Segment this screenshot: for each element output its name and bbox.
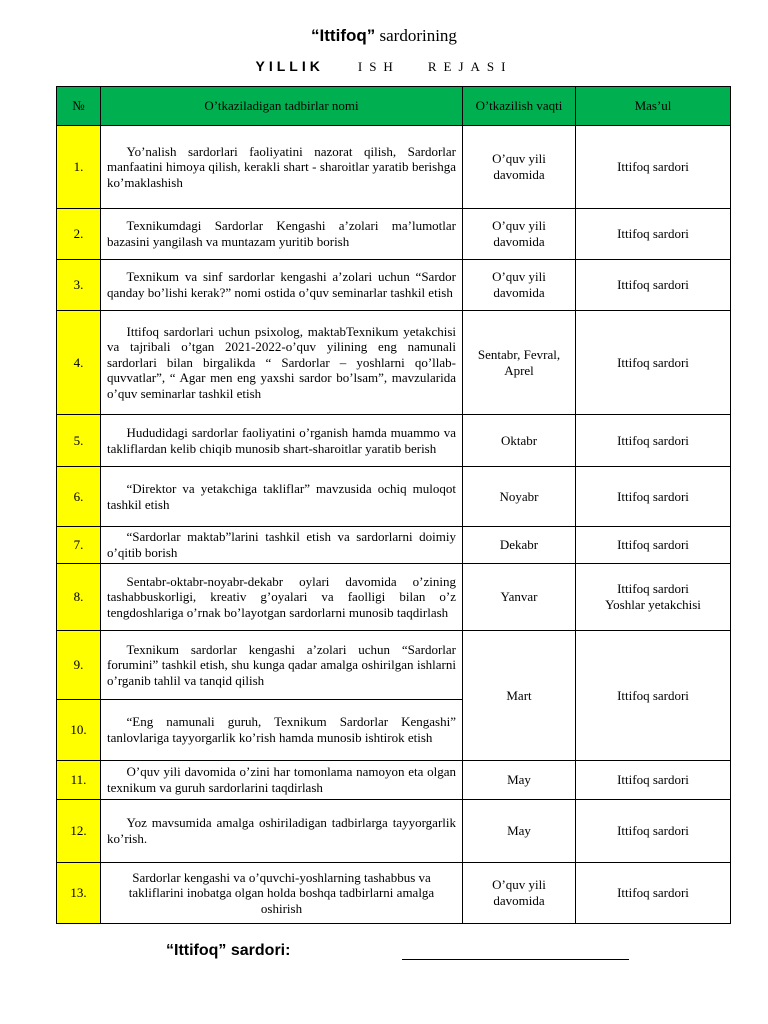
row-number: 7.	[57, 527, 101, 564]
row-number: 2.	[57, 209, 101, 260]
event-description: Ittifoq sardorlari uchun psixolog, maktabTexnikum yetakchisi va tajribali o’tgan 2021-2022-o’quv yilining eng namunali sardorlari bilan birgalikda “ Sardorlar – yoshlarni qo’llab-quvvatlar”, “ Agar men eng yaxshi sardor bo’lsam”, mavzularida o’quv seminarlar tashkil etish	[101, 311, 463, 415]
event-description: Texnikum sardorlar kengashi a’zolari uchun “Sardorlar forumini” tashkil etish, shu kunga qadar amalga oshirilgan ishlarni o’rganib tahlil va tanqid qilish	[101, 631, 463, 700]
subtitle-word-yillik: YILLIK	[255, 58, 324, 74]
table-row	[57, 761, 731, 800]
signature-label: “Ittifoq” sardori:	[166, 942, 291, 959]
table-header-row	[57, 87, 731, 126]
table-row	[57, 631, 731, 700]
row-number: 11.	[57, 761, 101, 800]
document-title	[0, 26, 768, 46]
event-description: Sardorlar kengashi va o’quvchi-yoshlarning tashabbus va takliflarini inobatga olgan holda boshqa tadbirlarni amalga oshirish	[101, 863, 463, 924]
event-responsible: Ittifoq sardori	[576, 209, 731, 260]
event-description: Texnikumdagi Sardorlar Kengashi a’zolari ma’lumotlar bazasini yangilash va muntazam yuritib borish	[101, 209, 463, 260]
event-responsible: Ittifoq sardori	[576, 415, 731, 467]
row-number: 6.	[57, 467, 101, 527]
document-subtitle	[0, 58, 768, 75]
column-header-number: №	[57, 87, 101, 126]
event-responsible: Ittifoq sardori	[576, 761, 731, 800]
event-description: Sentabr-oktabr-noyabr-dekabr oylari davomida o’zining tashabbuskorligi, kreativ g’oyalari va faolligi bilan o’z tengdoshlariga o’rnak bo’layotgan sardorlarni munosib taqdirlash	[101, 564, 463, 631]
table-row	[57, 800, 731, 863]
event-responsible: Ittifoq sardori	[576, 260, 731, 311]
row-number: 13.	[57, 863, 101, 924]
org-name: “Ittifoq”	[311, 26, 376, 45]
table-row	[57, 126, 731, 209]
title-suffix: sardorining	[379, 26, 457, 45]
subtitle-word-ish: ISH	[357, 59, 400, 74]
plan-table	[56, 86, 731, 924]
event-time: Mart	[463, 631, 576, 761]
signature-line	[402, 959, 629, 960]
event-responsible: Ittifoq sardori	[576, 863, 731, 924]
table-row	[57, 564, 731, 631]
event-responsible: Ittifoq sardori	[576, 311, 731, 415]
event-responsible: Ittifoq sardori	[576, 126, 731, 209]
row-number: 8.	[57, 564, 101, 631]
row-number: 5.	[57, 415, 101, 467]
table-row	[57, 311, 731, 415]
event-description: “Eng namunali guruh, Texnikum Sardorlar Kengashi” tanlovlariga tayyorgarlik ko’rish hamda munosib ishtirok etish	[101, 700, 463, 761]
event-time: O’quv yili davomida	[463, 209, 576, 260]
event-responsible: Ittifoq sardori	[576, 467, 731, 527]
row-number: 1.	[57, 126, 101, 209]
event-time: Oktabr	[463, 415, 576, 467]
event-description: Hududidagi sardorlar faoliyatini o’rganish hamda muammo va takliflardan kelib chiqib munosib shart-sharoitlar yaratib berish	[101, 415, 463, 467]
event-time: O’quv yili davomida	[463, 863, 576, 924]
event-time: May	[463, 761, 576, 800]
responsible-line-2: Yoshlar yetakchisi	[605, 597, 701, 612]
event-time: Yanvar	[463, 564, 576, 631]
event-description: Yo’nalish sardorlari faoliyatini nazorat qilish, Sardorlar manfaatini himoya qilish, kerakli shart - sharoitlar yaratib berishga ko’maklashish	[101, 126, 463, 209]
table-row	[57, 863, 731, 924]
row-number: 10.	[57, 700, 101, 761]
table-row	[57, 209, 731, 260]
event-responsible: Ittifoq sardori	[576, 527, 731, 564]
event-responsible: Ittifoq sardori	[576, 631, 731, 761]
event-description: O’quv yili davomida o’zini har tomonlama namoyon eta olgan texnikum va guruh sardorlarini taqdirlash	[101, 761, 463, 800]
event-time: Dekabr	[463, 527, 576, 564]
event-description: Yoz mavsumida amalga oshiriladigan tadbirlarga tayyorgarlik ko’rish.	[101, 800, 463, 863]
column-header-time: O’tkazilish vaqti	[463, 87, 576, 126]
column-header-responsible: Mas’ul	[576, 87, 731, 126]
column-header-event: O’tkaziladigan tadbirlar nomi	[101, 87, 463, 126]
row-number: 3.	[57, 260, 101, 311]
table-row	[57, 467, 731, 527]
table-row	[57, 260, 731, 311]
responsible-line-1: Ittifoq sardori	[617, 581, 689, 597]
event-description: Texnikum va sinf sardorlar kengashi a’zolari uchun “Sardor qanday bo’lishi kerak?” nomi ostida o’quv seminarlar tashkil etish	[101, 260, 463, 311]
event-responsible: Ittifoq sardori	[576, 800, 731, 863]
table-row	[57, 527, 731, 564]
event-time: O’quv yili davomida	[463, 260, 576, 311]
event-time: May	[463, 800, 576, 863]
subtitle-word-rejasi: REJASI	[427, 59, 513, 74]
row-number: 12.	[57, 800, 101, 863]
event-responsible	[576, 564, 731, 631]
event-time: Noyabr	[463, 467, 576, 527]
table-row	[57, 415, 731, 467]
event-time: Sentabr, Fevral, Aprel	[463, 311, 576, 415]
event-time: O’quv yili davomida	[463, 126, 576, 209]
event-description: “Sardorlar maktab”larini tashkil etish va sardorlarni doimiy o’qitib borish	[101, 527, 463, 564]
row-number: 9.	[57, 631, 101, 700]
row-number: 4.	[57, 311, 101, 415]
event-description: “Direktor va yetakchiga takliflar” mavzusida ochiq muloqot tashkil etish	[101, 467, 463, 527]
